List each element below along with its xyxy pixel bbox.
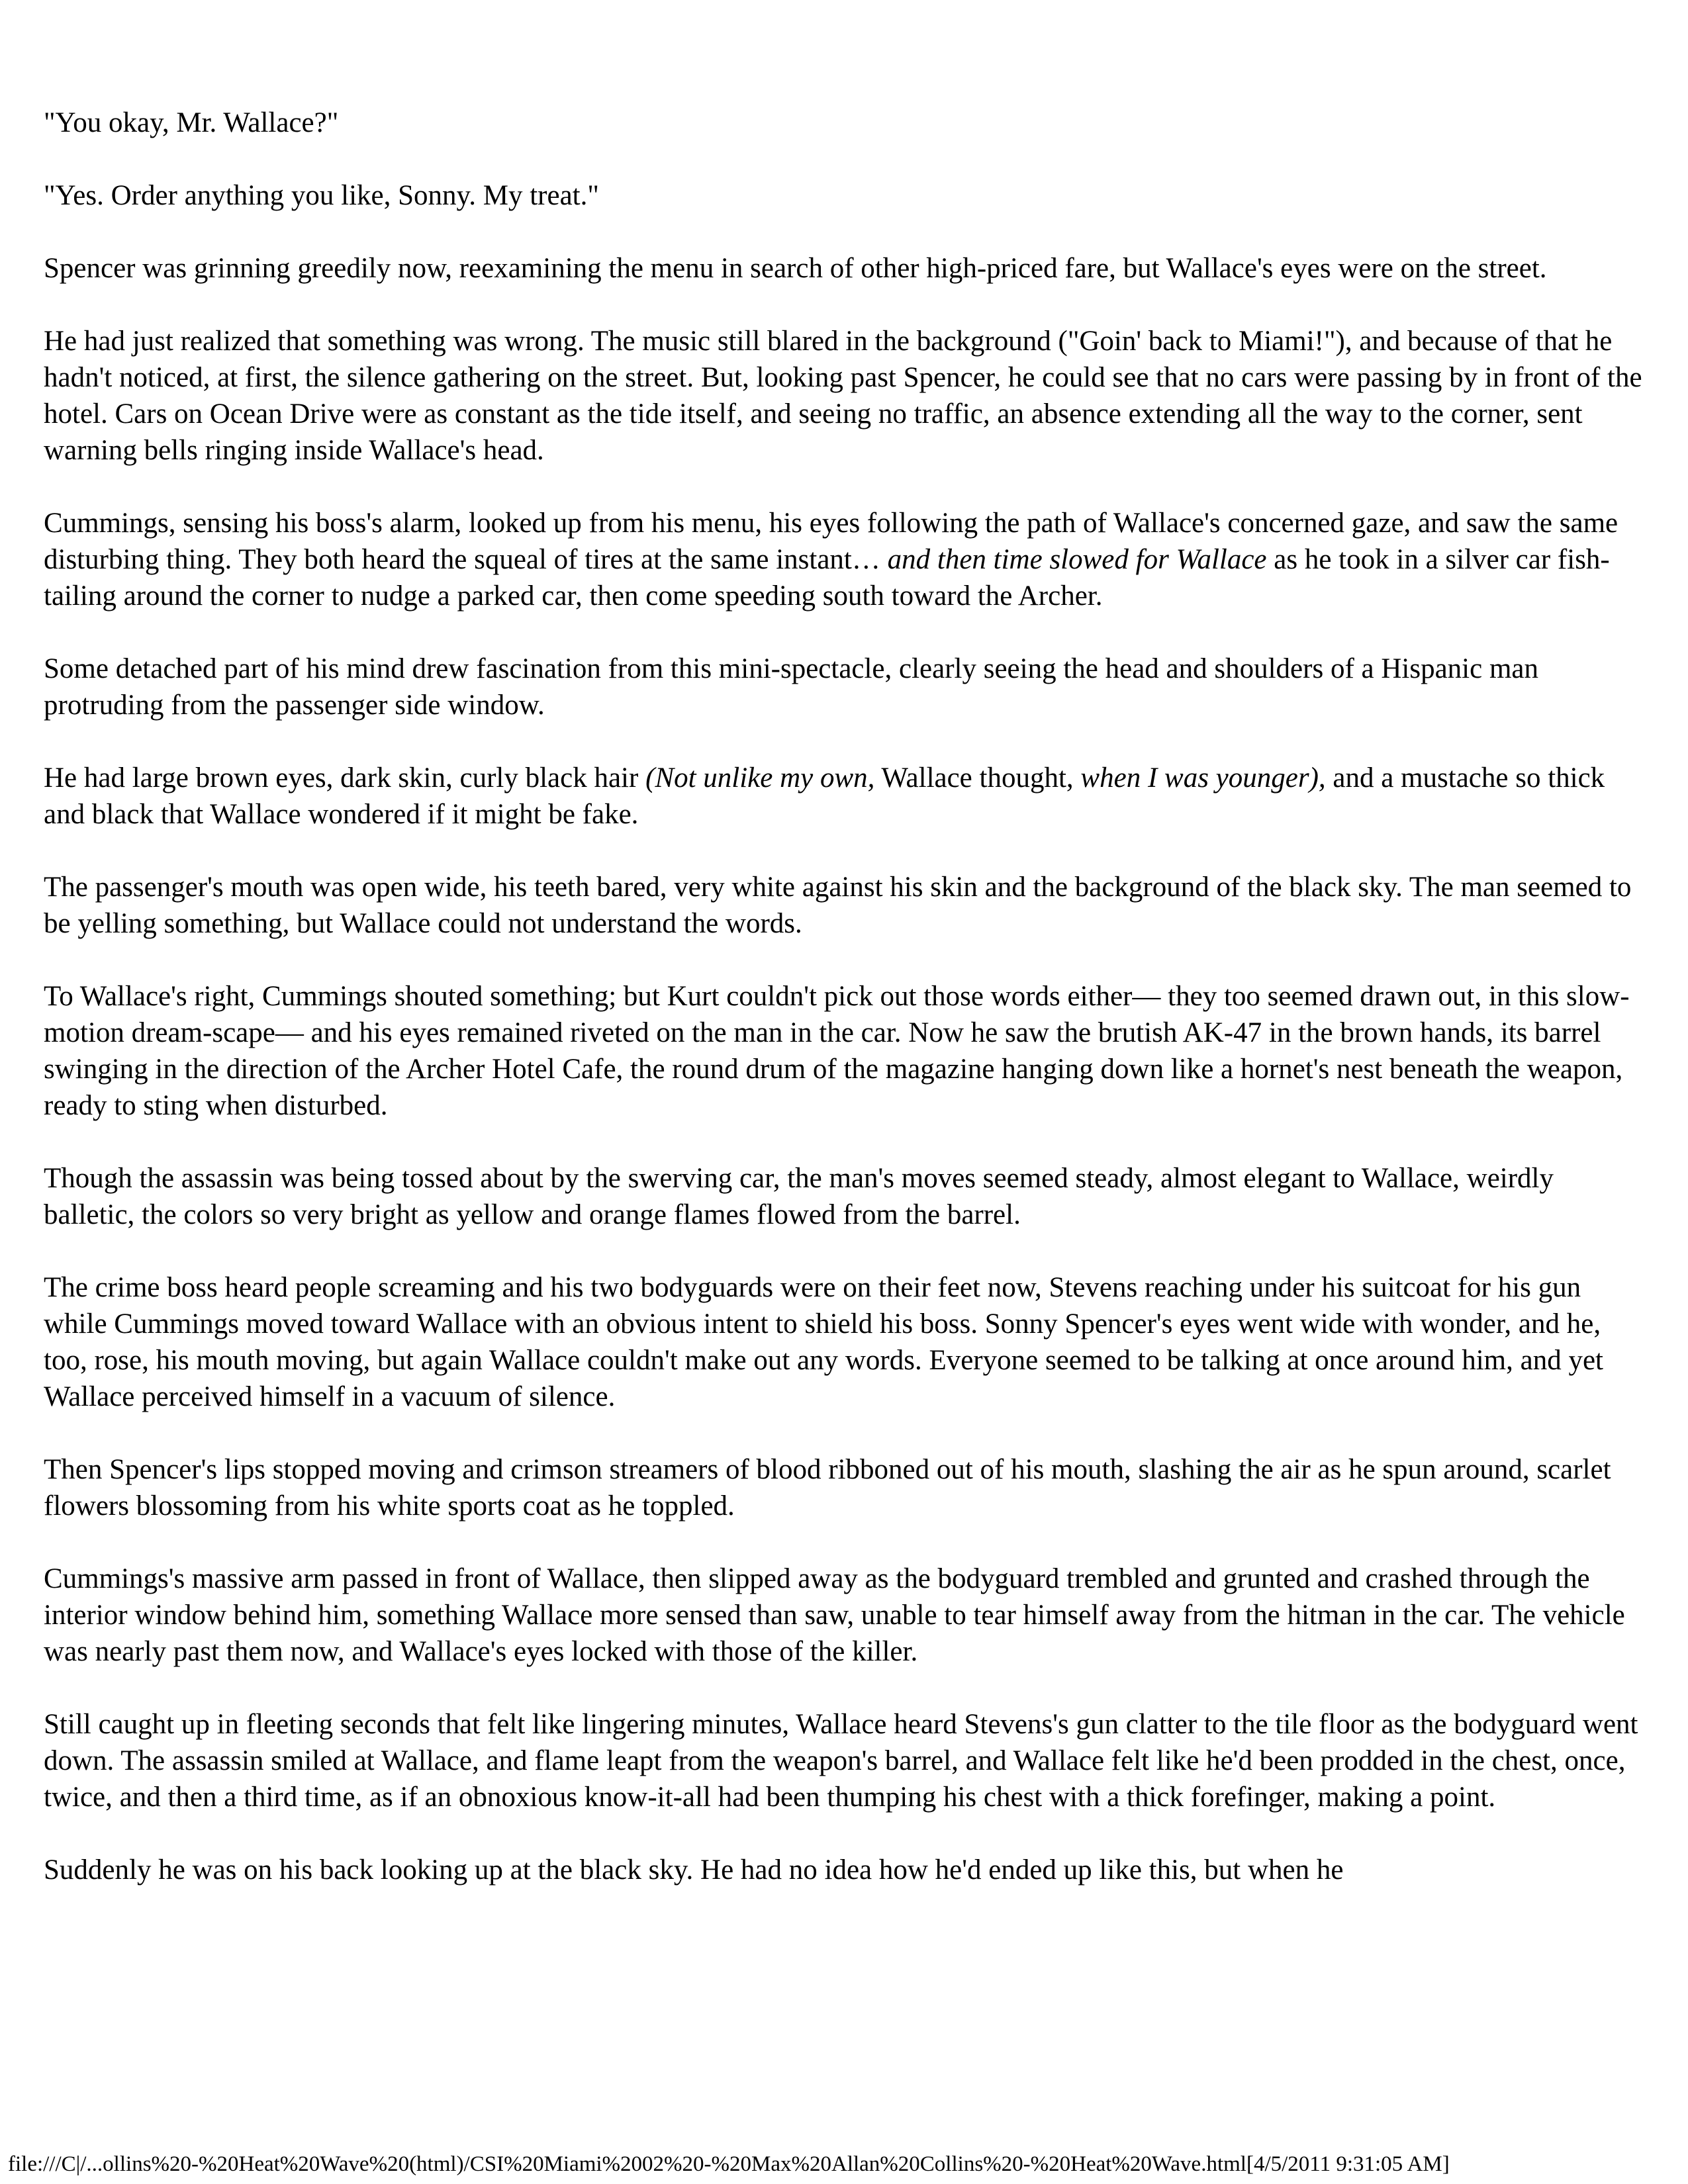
- body-paragraph: [44, 1269, 1646, 1415]
- italic-text-segment: when I was younger),: [1080, 762, 1326, 794]
- body-paragraph: [44, 323, 1646, 469]
- body-paragraph: [44, 1706, 1646, 1815]
- text-segment: Cummings's massive arm passed in front of Wallace, then slipped away as the bodyguard trembled and grunted and crashed through the interior window behind him, something Wallace more sensed than saw, unable to tear himself away from the hitman in the car. The vehicle was nearly past them now, and Wallace's eyes locked with those of the killer.: [44, 1563, 1625, 1667]
- text-segment: He had large brown eyes, dark skin, curly black hair: [44, 762, 646, 794]
- text-segment: Wallace thought,: [874, 762, 1081, 794]
- text-segment: and a mustache so thick and black that Wallace wondered if it might be fake.: [44, 762, 1605, 830]
- body-paragraph: [44, 250, 1646, 287]
- text-segment: Spencer was grinning greedily now, reexamining the menu in search of other high-priced fare, but Wallace's eyes were on the street.: [44, 253, 1547, 284]
- body-paragraph: [44, 505, 1646, 614]
- text-segment: He had just realized that something was wrong. The music still blared in the background ("Goin' back to Miami!"), and because of that he hadn't noticed, at first, the silence gathering on the street. But, looking past Spencer, he could see that no cars were passing by in front of the hotel. Cars on Ocean Drive were as constant as the tide itself, and seeing no traffic, an absence extending all the way to the corner, sent warning bells ringing inside Wallace's head.: [44, 326, 1642, 466]
- text-segment: Still caught up in fleeting seconds that felt like lingering minutes, Wallace heard Stevens's gun clatter to the tile floor as the bodyguard went down. The assassin smiled at Wallace, and flame leapt from the weapon's barrel, and Wallace felt like he'd been prodded in the chest, once, twice, and then a third time, as if an obnoxious know-it-all had been thumping his chest with a thick forefinger, making a point.: [44, 1709, 1638, 1813]
- text-segment: "You okay, Mr. Wallace?": [44, 107, 339, 138]
- body-paragraph: [44, 651, 1646, 723]
- italic-text-segment: and then time slowed for Wallace: [887, 544, 1267, 575]
- text-segment: Suddenly he was on his back looking up at the black sky. He had no idea how he'd ended up like this, but when he: [44, 1854, 1344, 1886]
- body-paragraph: [44, 978, 1646, 1124]
- text-segment: Though the assassin was being tossed about by the swerving car, the man's moves seemed steady, almost elegant to Wallace, weirdly balletic, the colors so very bright as yellow and orange flames flowed from the barrel.: [44, 1163, 1554, 1230]
- body-paragraph: [44, 1451, 1646, 1524]
- body-paragraph: [44, 177, 1646, 214]
- body-paragraph: [44, 760, 1646, 833]
- text-segment: The passenger's mouth was open wide, his teeth bared, very white against his skin and the background of the black sky. The man seemed to be yelling something, but Wallace could not understand the words.: [44, 872, 1632, 939]
- body-paragraph: [44, 105, 1646, 141]
- body-paragraph: [44, 1852, 1646, 1888]
- document-body: [44, 105, 1646, 1888]
- text-segment: The crime boss heard people screaming and his two bodyguards were on their feet now, Stevens reaching under his suitcoat for his gun while Cummings moved toward Wallace with an obvious intent to shield his boss. Sonny Spencer's eyes went wide with wonder, and he, too, rose, his mouth moving, but again Wallace couldn't make out any words. Everyone seemed to be talking at once around him, and yet Wallace perceived himself in a vacuum of silence.: [44, 1272, 1603, 1412]
- italic-text-segment: (Not unlike my own,: [645, 762, 875, 794]
- text-segment: Then Spencer's lips stopped moving and crimson streamers of blood ribboned out of his mouth, slashing the air as he spun around, scarlet flowers blossoming from his white sports coat as he toppled.: [44, 1454, 1611, 1522]
- text-segment: "Yes. Order anything you like, Sonny. My treat.": [44, 180, 599, 211]
- text-segment: Cummings, sensing his boss's alarm, looked up from his menu, his eyes following the path of Wallace's concerned gaze, and saw the same disturbing thing. They both heard the squeal of tires at the same instant…: [44, 508, 1618, 575]
- text-segment: as he took in a silver car fish-tailing around the corner to nudge a parked car, then come speeding south toward the Archer.: [44, 544, 1610, 612]
- text-segment: To Wallace's right, Cummings shouted something; but Kurt couldn't pick out those words either— they too seemed drawn out, in this slow-motion dream-scape— and his eyes remained riveted on the man in the car. Now he saw the brutish AK-47 in the brown hands, its barrel swinging in the direction of the Archer Hotel Cafe, the round drum of the magazine hanging down like a hornet's nest beneath the weapon, ready to sting when disturbed.: [44, 981, 1630, 1121]
- body-paragraph: [44, 1160, 1646, 1233]
- body-paragraph: [44, 1561, 1646, 1670]
- body-paragraph: [44, 869, 1646, 942]
- text-segment: Some detached part of his mind drew fascination from this mini-spectacle, clearly seeing the head and shoulders of a Hispanic man protruding from the passenger side window.: [44, 653, 1538, 721]
- page-footer-url: file:///C|/...ollins%20-%20Heat%20Wave%20(html)/CSI%20Miami%2002%20-%20Max%20Allan%20Collins%20-%20Heat%20Wave.html[4/5/2011 9:31:05 AM]: [8, 2152, 1450, 2176]
